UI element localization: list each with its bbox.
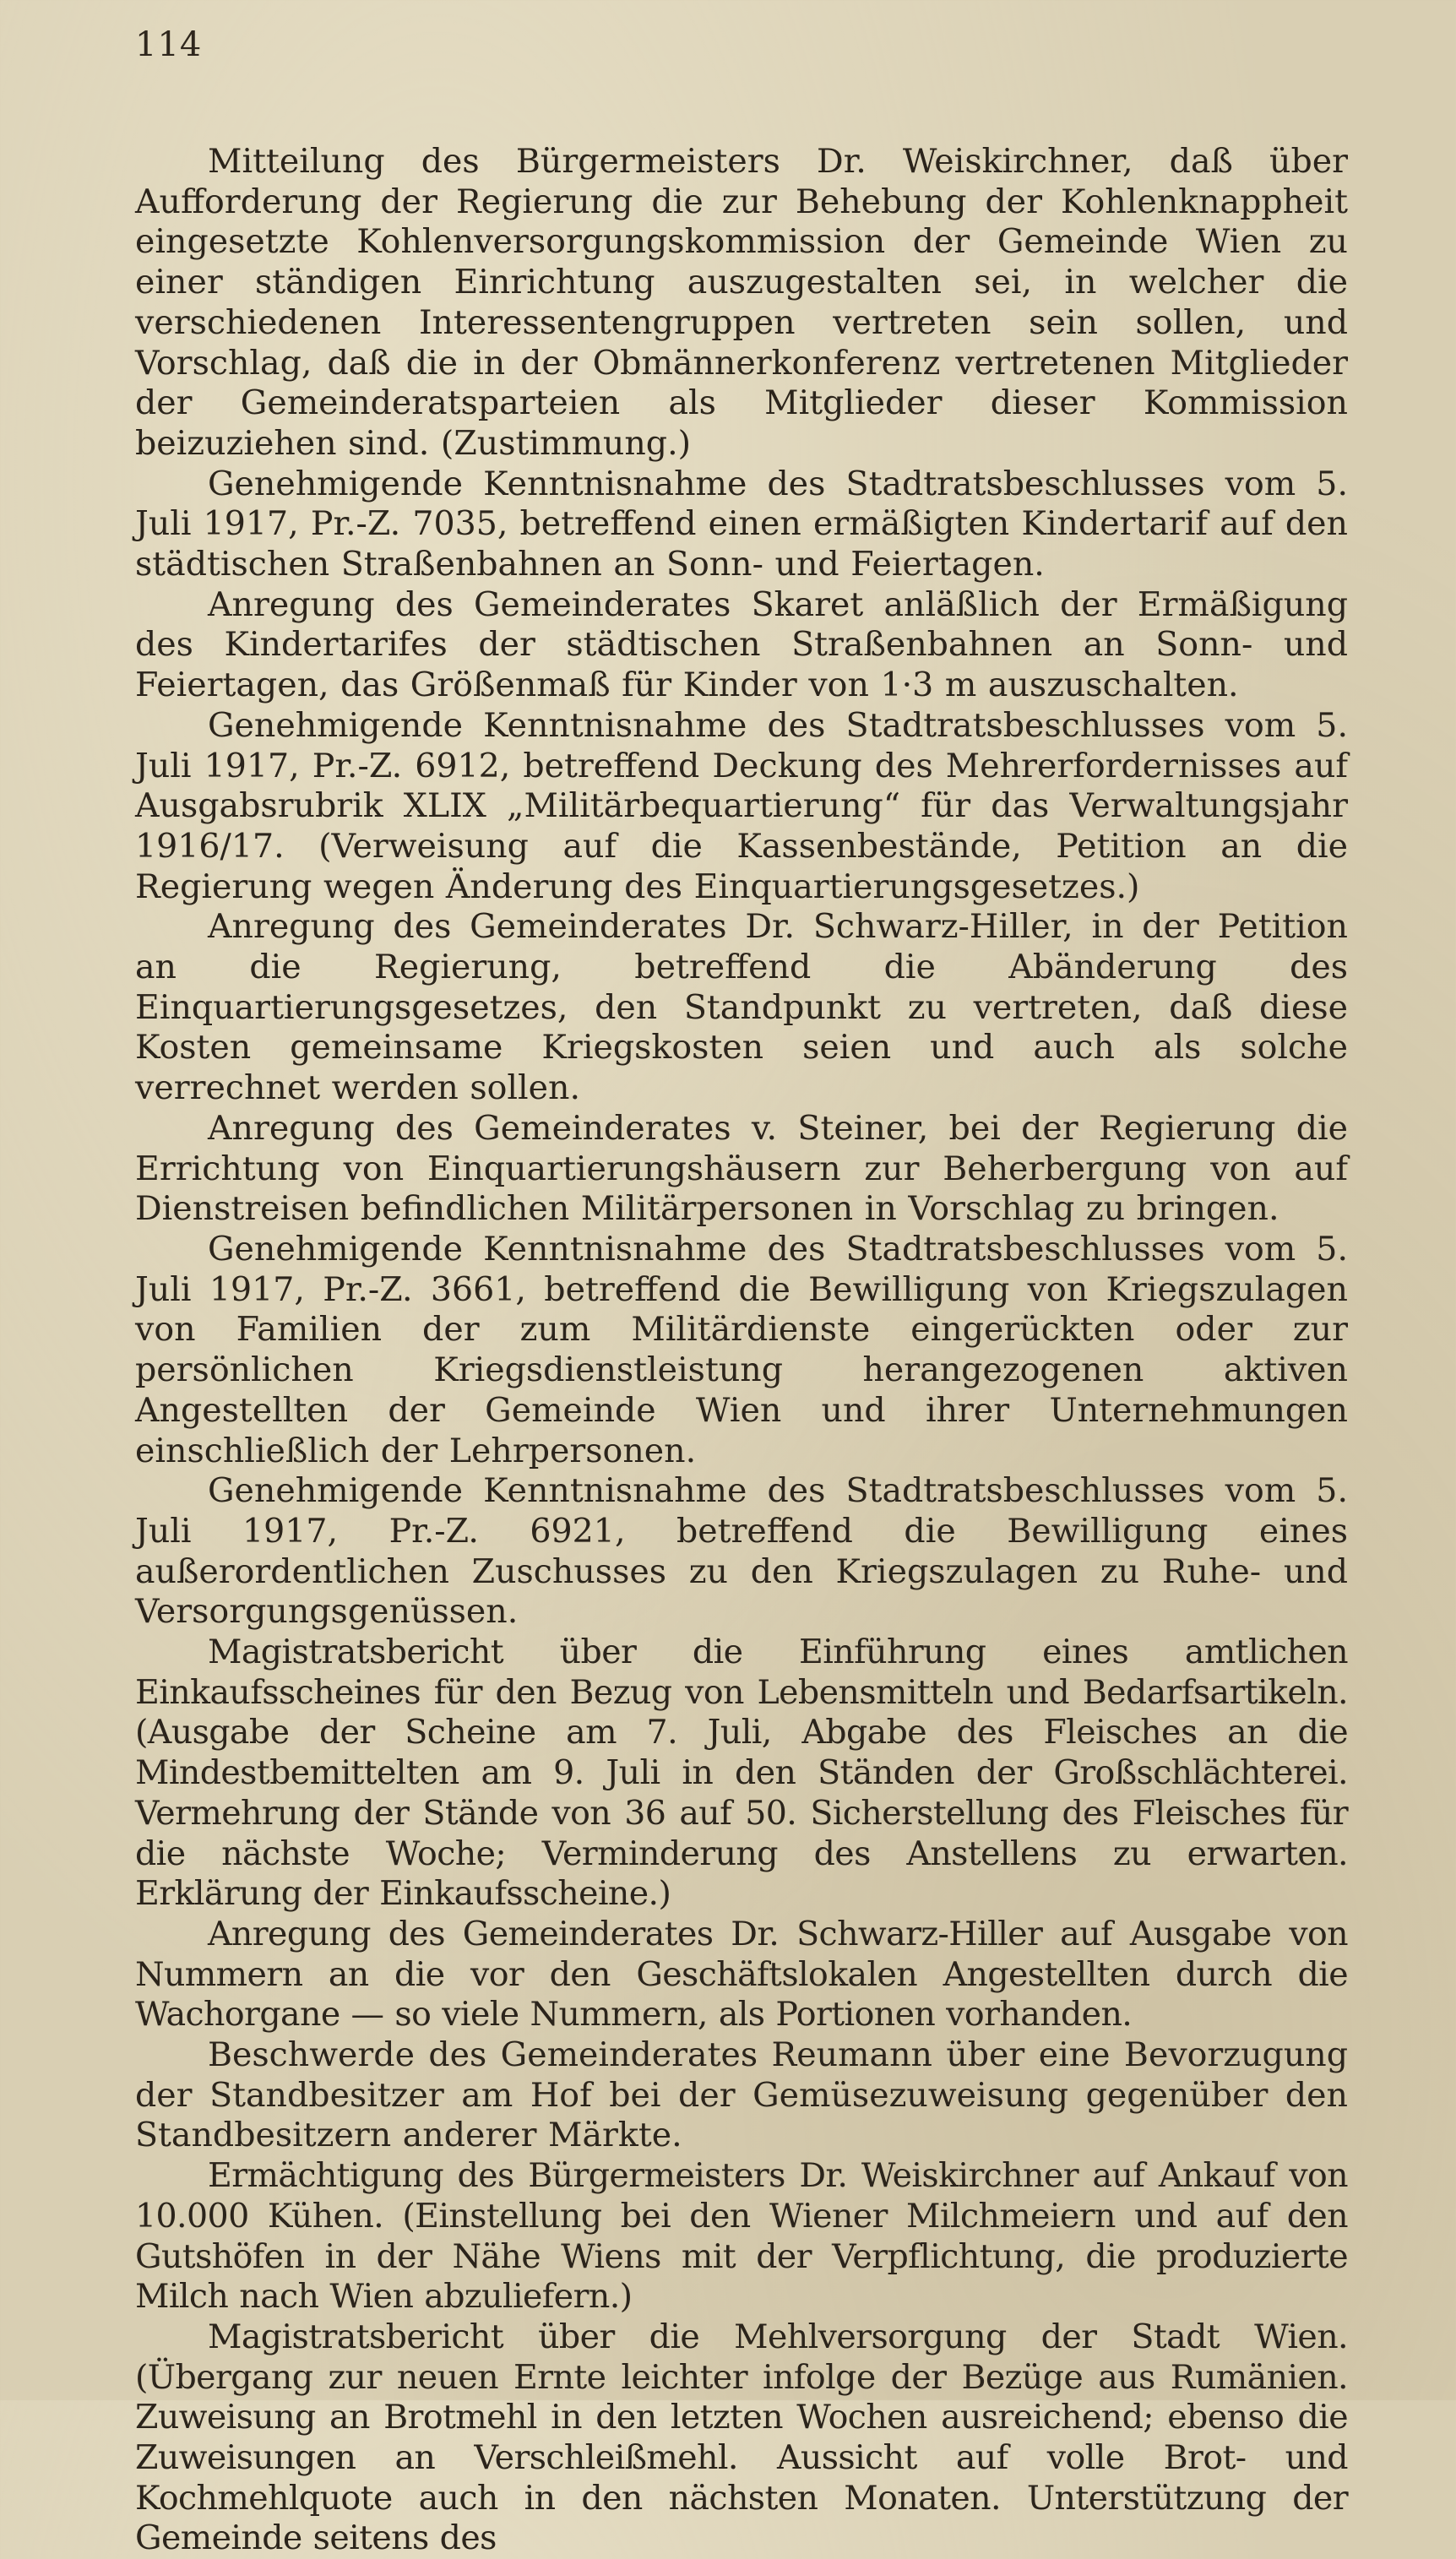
paragraph-pension-supplement: Genehmigende Kenntnisnahme des Stadtratsbeschlusses vom 5. Juli 1917, Pr.-Z. 6921, betreffend die Bewilligung eines außerordentlichen Zuschusses zu den Kriegszulagen zu Ruhe- und Versorgungsgenüssen.: [135, 1471, 1348, 1632]
paragraph-cow-purchase: Ermächtigung des Bürgermeisters Dr. Weiskirchner auf Ankauf von 10.000 Kühen. (Einstellung bei den Wiener Milchmeiern und auf den Gutshöfen in der Nähe Wiens mit der Verpflichtung, die produzierte Milch nach Wien abzuliefern.): [135, 2156, 1348, 2317]
paragraph-steiner-quartering-houses: Anregung des Gemeinderates v. Steiner, bei der Regierung die Errichtung von Einquartierungshäusern zur Beherbergung von auf Dienstreisen befindlichen Militärpersonen in Vorschlag zu bringen.: [135, 1108, 1348, 1229]
paragraph-child-tariff: Genehmigende Kenntnisnahme des Stadtratsbeschlusses vom 5. Juli 1917, Pr.-Z. 7035, betreffend einen ermäßigten Kindertarif auf den städtischen Straßenbahnen an Sonn- und Feiertagen.: [135, 464, 1348, 584]
paragraph-skaret-height-limit: Anregung des Gemeinderates Skaret anläßlich der Ermäßigung des Kindertarifes der städtischen Straßenbahnen an Sonn- und Feiertagen, das Größenmaß für Kinder von 1·3 m auszuschalten.: [135, 584, 1348, 705]
paragraph-coal-commission: Mitteilung des Bürgermeisters Dr. Weiskirchner, daß über Aufforderung der Regierung die zur Behebung der Kohlenknappheit eingesetzte Kohlenversorgungskommission der Gemeinde Wien zu einer ständigen Einrichtung auszugestalten sei, in welcher die verschiedenen Interessentengruppen vertreten sein sollen, und Vorschlag, daß die in der Obmännerkonferenz vertretenen Mitglieder der Gemeinderatsparteien als Mitglieder dieser Kommission beizuziehen sind. (Zustimmung.): [135, 142, 1348, 463]
paragraph-reumann-complaint: Beschwerde des Gemeinderates Reumann über eine Bevorzugung der Standbesitzer am Hof bei der Gemüsezuweisung gegenüber den Standbesitzern anderer Märkte.: [135, 2035, 1348, 2155]
paragraph-military-quartering: Genehmigende Kenntnisnahme des Stadtratsbeschlusses vom 5. Juli 1917, Pr.-Z. 6912, betreffend Deckung des Mehrerfordernisses auf Ausgabsrubrik XLIX „Militärbequartierung“ für das Verwaltungsjahr 1916/17. (Verweisung auf die Kassenbestände, Petition an die Regierung wegen Änderung des Einquartierungsgesetzes.): [135, 705, 1348, 906]
paragraph-war-allowances: Genehmigende Kenntnisnahme des Stadtratsbeschlusses vom 5. Juli 1917, Pr.-Z. 3661, betreffend die Bewilligung von Kriegszulagen von Familien der zum Militärdienste eingerückten oder zur persönlichen Kriegsdienstleistung herangezogenen aktiven Angestellten der Gemeinde Wien und ihrer Unternehmungen einschließlich der Lehrpersonen.: [135, 1229, 1348, 1470]
paragraph-queue-numbers: Anregung des Gemeinderates Dr. Schwarz-Hiller auf Ausgabe von Nummern an die vor den Geschäftslokalen Angestellten durch die Wachorgane — so viele Nummern, als Portionen vorhanden.: [135, 1914, 1348, 2035]
page-number: 114: [135, 25, 203, 64]
text-body: [135, 142, 1348, 2559]
paragraph-flour-supply: Magistratsbericht über die Mehlversorgung der Stadt Wien. (Übergang zur neuen Ernte leichter infolge der Bezüge aus Rumänien. Zuweisung an Brotmehl in den letzten Wochen ausreichend; ebenso die Zuweisungen an Verschleißmehl. Aussicht auf volle Brot- und Kochmehlquote auch in den nächsten Monaten. Unterstützung der Gemeinde seitens des: [135, 2317, 1348, 2558]
paragraph-schwarz-hiller-petition: Anregung des Gemeinderates Dr. Schwarz-Hiller, in der Petition an die Regierung, betreffend die Abänderung des Einquartierungsgesetzes, den Standpunkt zu vertreten, daß diese Kosten gemeinsame Kriegskosten seien und auch als solche verrechnet werden sollen.: [135, 907, 1348, 1108]
paragraph-purchase-certificate: Magistratsbericht über die Einführung eines amtlichen Einkaufsscheines für den Bezug von Lebensmitteln und Bedarfsartikeln. (Ausgabe der Scheine am 7. Juli, Abgabe des Fleisches an die Mindestbemittelten am 9. Juli in den Ständen der Großschlächterei. Vermehrung der Stände von 36 auf 50. Sicherstellung des Fleisches für die nächste Woche; Verminderung des Anstellens zu erwarten. Erklärung der Einkaufsscheine.): [135, 1633, 1348, 1914]
